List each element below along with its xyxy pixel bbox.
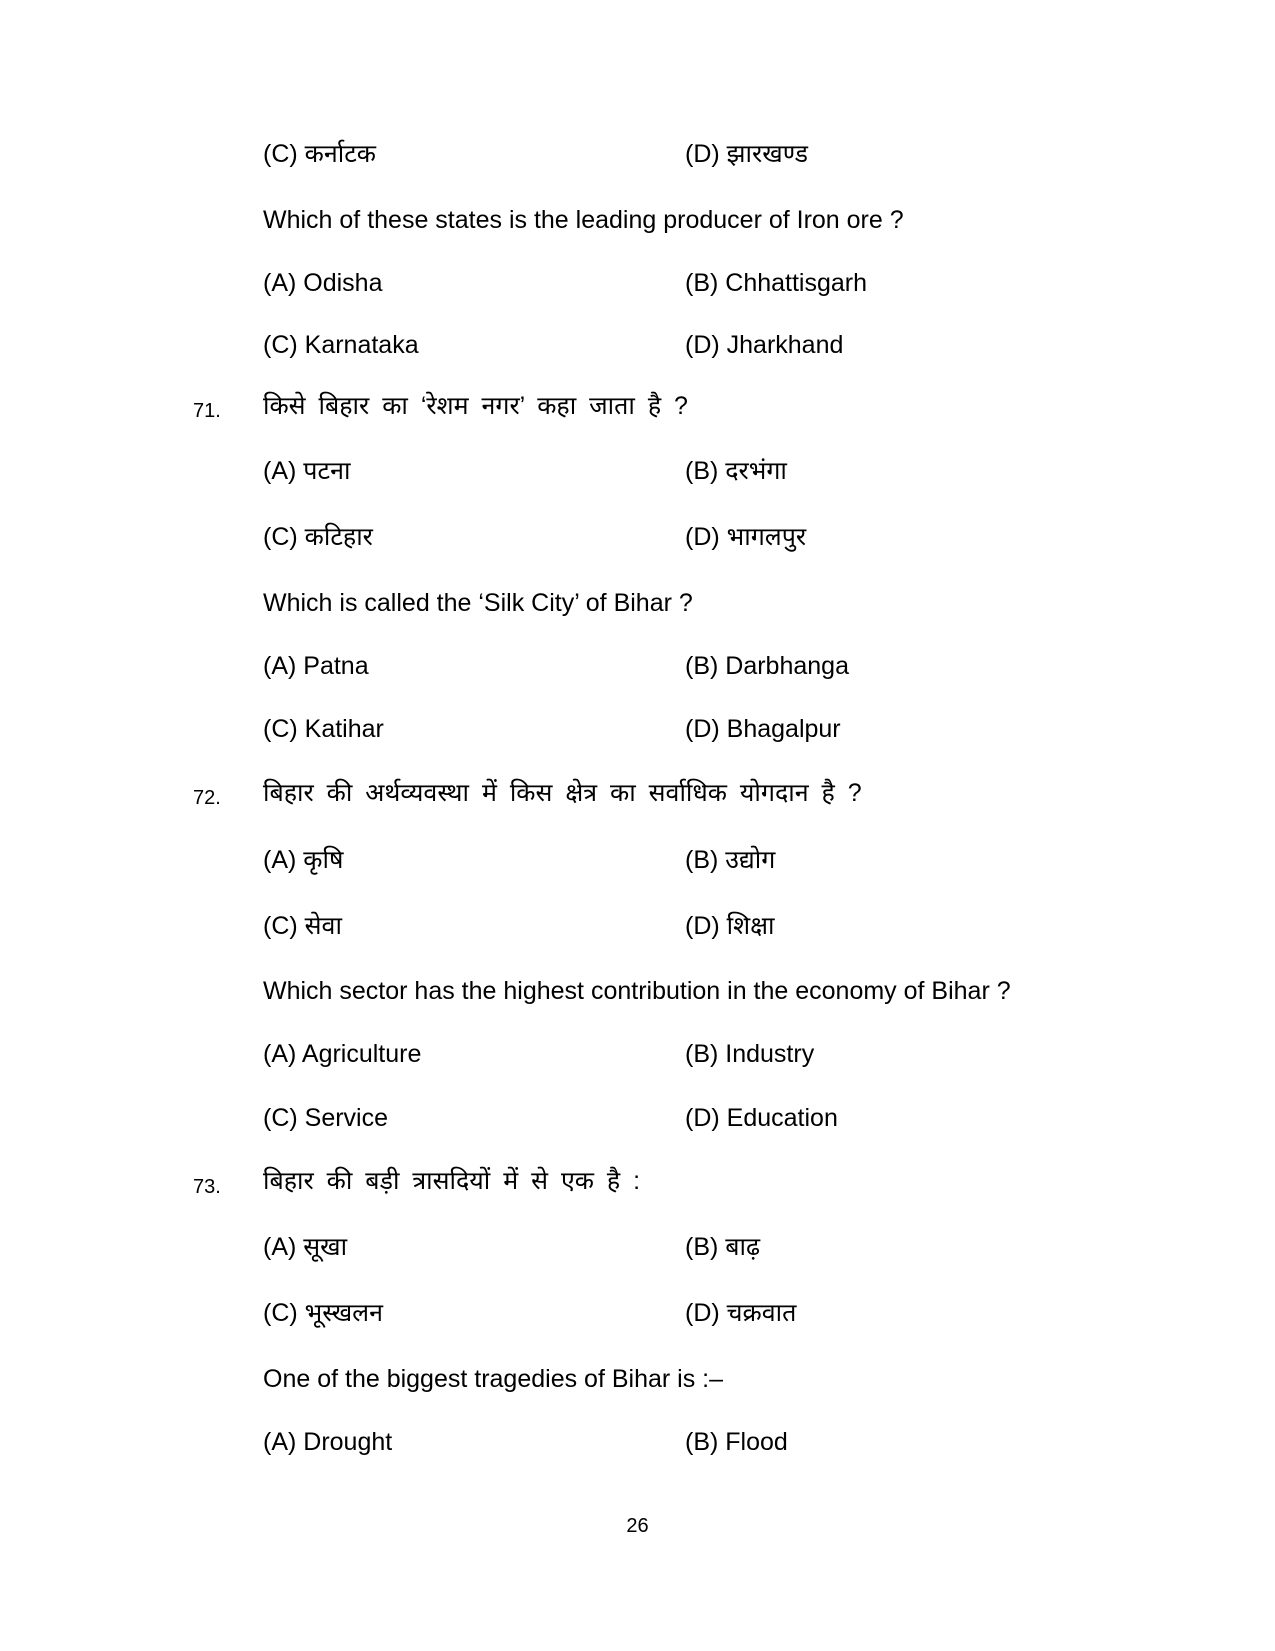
q72-en-option-d: (D) Education [685, 1104, 838, 1132]
q73-hi-option-d: (D) चक्रवात [685, 1299, 797, 1327]
q73-number: 73. [193, 1176, 221, 1198]
q72-en-option-b: (B) Industry [685, 1040, 815, 1068]
q71-en-option-c: (C) Katihar [263, 715, 384, 743]
q72-hi-option-b: (B) उद्योग [685, 846, 776, 874]
q73-en-option-a: (A) Drought [263, 1428, 393, 1456]
q71-hi-question: किसे बिहार का ‘रेशम नगर’ कहा जाता है ? [263, 392, 688, 420]
q73-en-option-b: (B) Flood [685, 1428, 788, 1456]
q72-hi-option-c: (C) सेवा [263, 912, 342, 940]
q72-number: 72. [193, 787, 221, 809]
prev-hi-option-d: (D) झारखण्ड [685, 140, 808, 168]
prev-en-option-b: (B) Chhattisgarh [685, 269, 868, 297]
q71-number: 71. [193, 400, 221, 422]
prev-hi-option-c: (C) कर्नाटक [263, 140, 377, 168]
q71-hi-option-b: (B) दरभंगा [685, 457, 787, 485]
prev-en-option-c: (C) Karnataka [263, 331, 419, 359]
q73-hi-option-c: (C) भूस्खलन [263, 1299, 383, 1327]
q71-hi-option-c: (C) कटिहार [263, 523, 373, 551]
q72-en-option-c: (C) Service [263, 1104, 389, 1132]
q71-en-option-a: (A) Patna [263, 652, 369, 680]
prev-en-question: Which of these states is the leading producer of Iron ore ? [263, 206, 904, 234]
q72-en-option-a: (A) Agriculture [263, 1040, 422, 1068]
q73-en-question: One of the biggest tragedies of Bihar is :– [263, 1365, 723, 1393]
q71-en-option-d: (D) Bhagalpur [685, 715, 841, 743]
q72-hi-question: बिहार की अर्थव्यवस्था में किस क्षेत्र का सर्वाधिक योगदान है ? [263, 779, 862, 807]
q72-hi-option-a: (A) कृषि [263, 846, 344, 874]
prev-en-option-d: (D) Jharkhand [685, 331, 844, 359]
q73-hi-question: बिहार की बड़ी त्रासदियों में से एक है : [263, 1167, 641, 1195]
q73-hi-option-b: (B) बाढ़ [685, 1233, 761, 1261]
q71-hi-option-d: (D) भागलपुर [685, 523, 807, 551]
prev-en-option-a: (A) Odisha [263, 269, 383, 297]
q73-hi-option-a: (A) सूखा [263, 1233, 348, 1261]
q72-en-question: Which sector has the highest contribution in the economy of Bihar ? [263, 977, 1011, 1005]
page-number: 26 [626, 1515, 649, 1537]
q71-en-question: Which is called the ‘Silk City’ of Bihar ? [263, 589, 693, 617]
q71-hi-option-a: (A) पटना [263, 457, 351, 485]
q72-hi-option-d: (D) शिक्षा [685, 912, 775, 940]
q71-en-option-b: (B) Darbhanga [685, 652, 849, 680]
